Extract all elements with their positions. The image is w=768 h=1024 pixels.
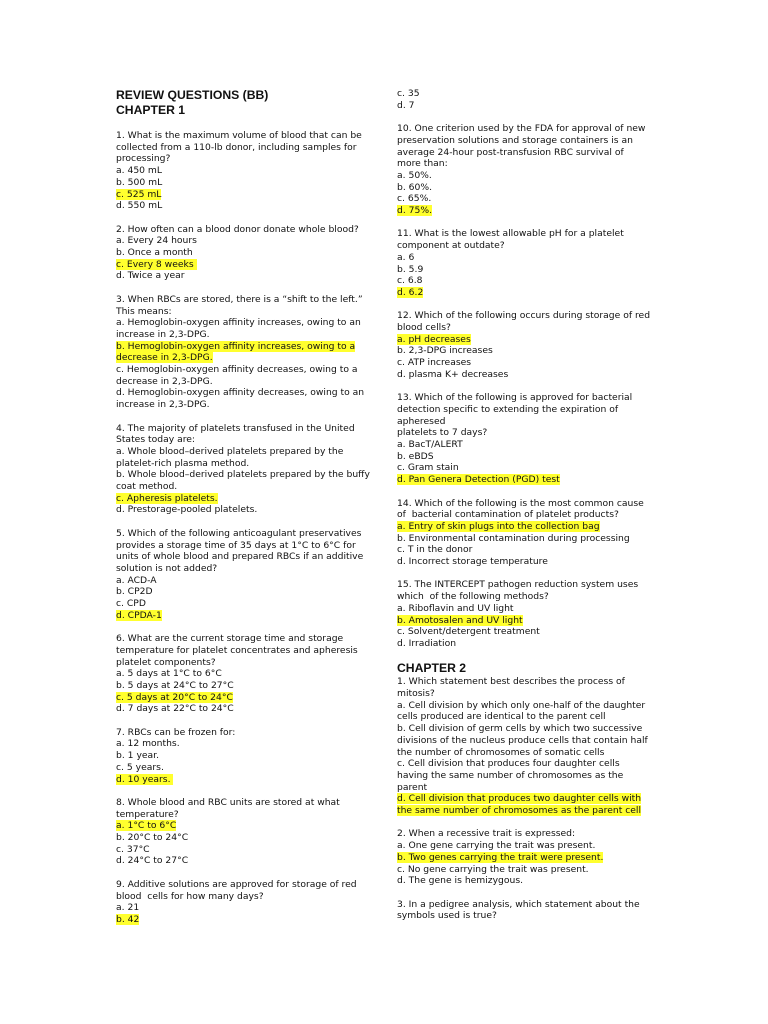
answer-option: a. Whole blood–derived platelets prepared by the bbox=[116, 445, 344, 457]
question-2 bbox=[116, 224, 378, 283]
chapter2-question-3 bbox=[397, 899, 659, 922]
question-text: This means: bbox=[116, 305, 172, 317]
answer-option-highlighted: d. 6.2 bbox=[397, 286, 424, 298]
question-text: 2. How often can a blood donor donate whole blood? bbox=[116, 223, 359, 235]
answer-option: a. Riboflavin and UV light bbox=[397, 602, 514, 614]
answer-option: a. 50%. bbox=[397, 169, 432, 181]
question-text: 13. Which of the following is approved for bacterial bbox=[397, 392, 633, 404]
question-text: 7. RBCs can be frozen for: bbox=[116, 726, 236, 738]
question-text: provides a storage time of 35 days at 1°C to 6°C for bbox=[116, 539, 356, 551]
answer-option: decrease in 2,3-DPG. bbox=[116, 375, 213, 387]
answer-option: b. 60%. bbox=[397, 181, 433, 193]
answer-option: a. Hemoglobin-oxygen affinity increases, owing to an bbox=[116, 317, 361, 329]
answer-option: c. T in the donor bbox=[397, 544, 473, 556]
answer-option: d. Irradiation bbox=[397, 637, 457, 649]
question-8 bbox=[116, 797, 378, 867]
answer-option: b. CP2D bbox=[116, 586, 153, 598]
question-text: of bacterial contamination of platelet products? bbox=[397, 509, 619, 521]
answer-option: a. 5 days at 1°C to 6°C bbox=[116, 668, 222, 680]
answer-option: b. 2,3-DPG increases bbox=[397, 345, 493, 357]
question-11 bbox=[397, 228, 659, 298]
answer-option: d. Prestorage-pooled platelets. bbox=[116, 504, 258, 516]
answer-option: c. Hemoglobin-oxygen affinity decreases, owing to a bbox=[116, 364, 358, 376]
answer-option: c. CPD bbox=[116, 598, 146, 610]
question-text: solution is not added? bbox=[116, 562, 218, 574]
question-text: units of whole blood and prepared RBCs if an additive bbox=[116, 551, 364, 563]
answer-option: d. plasma K+ decreases bbox=[397, 368, 509, 380]
answer-option-highlighted: d. CPDA-1 bbox=[116, 609, 162, 621]
answer-option: d. 24°C to 27°C bbox=[116, 855, 189, 867]
answer-option-highlighted: decrease in 2,3-DPG. bbox=[116, 352, 213, 364]
answer-option-highlighted: d. Cell division that produces two daughter cells with bbox=[397, 793, 642, 805]
left-column bbox=[116, 88, 378, 926]
answer-option: c. Solvent/detergent treatment bbox=[397, 626, 540, 638]
question-3 bbox=[116, 294, 378, 411]
question-text: processing? bbox=[116, 153, 171, 165]
answer-option: the number of chromosomes of somatic cells bbox=[397, 746, 605, 758]
question-text: collected from a 110-lb donor, including samples for bbox=[116, 141, 357, 153]
question-text: mitosis? bbox=[397, 688, 435, 700]
question-text: platelets to 7 days? bbox=[397, 427, 488, 439]
right-column bbox=[397, 88, 659, 922]
question-7 bbox=[116, 727, 378, 786]
answer-option-highlighted: b. Hemoglobin-oxygen affinity increases, owing to a bbox=[116, 340, 356, 352]
question-6 bbox=[116, 633, 378, 715]
answer-option-highlighted: c. Apheresis platelets. bbox=[116, 492, 218, 504]
answer-option-highlighted: a. 1°C to 6°C bbox=[116, 820, 177, 832]
question-text: 11. What is the lowest allowable pH for a platelet bbox=[397, 228, 624, 240]
answer-option-highlighted: d. 10 years. bbox=[116, 773, 174, 785]
answer-option-highlighted: d. Pan Genera Detection (PGD) test bbox=[397, 474, 560, 486]
question-text: detection specific to extending the expiration of bbox=[397, 403, 619, 415]
answer-option: a. Every 24 hours bbox=[116, 235, 197, 247]
question-text: temperature for platelet concentrates and apheresis bbox=[116, 644, 358, 656]
answer-option: parent bbox=[397, 781, 428, 793]
answer-option: c. Gram stain bbox=[397, 462, 459, 474]
answer-option: c. ATP increases bbox=[397, 357, 472, 369]
question-15 bbox=[397, 579, 659, 649]
question-text: 6. What are the current storage time and storage bbox=[116, 633, 344, 645]
answer-option: d. 7 bbox=[397, 99, 415, 111]
answer-option: d. 7 days at 22°C to 24°C bbox=[116, 703, 234, 715]
answer-option: a. 450 mL bbox=[116, 165, 162, 177]
answer-option: platelet-rich plasma method. bbox=[116, 457, 250, 469]
question-4 bbox=[116, 423, 378, 517]
question-text: average 24-hour post-transfusion RBC survival of bbox=[397, 146, 624, 158]
answer-option: a. One gene carrying the trait was present. bbox=[397, 840, 596, 852]
question-text: 15. The INTERCEPT pathogen reduction system uses bbox=[397, 579, 639, 591]
answer-option-highlighted: a. Entry of skin plugs into the collection bag bbox=[397, 520, 600, 532]
answer-option-highlighted: c. 5 days at 20°C to 24°C bbox=[116, 691, 233, 703]
answer-option: d. Hemoglobin-oxygen affinity decreases, owing to an bbox=[116, 387, 365, 399]
answer-option: divisions of the nucleus produce cells that contain half bbox=[397, 734, 648, 746]
question-text: 12. Which of the following occurs during storage of red bbox=[397, 310, 651, 322]
question-text: which of the following methods? bbox=[397, 591, 549, 603]
question-text: 3. When RBCs are stored, there is a “shift to the left.” bbox=[116, 293, 363, 305]
answer-option: having the same number of chromosomes as the bbox=[397, 769, 624, 781]
answer-option-highlighted: d. 75%. bbox=[397, 205, 433, 217]
question-text: temperature? bbox=[116, 808, 179, 820]
answer-option: b. 1 year. bbox=[116, 750, 160, 762]
answer-option: b. Environmental contamination during processing bbox=[397, 532, 630, 544]
chapter2-question-1 bbox=[397, 676, 659, 816]
question-text: 9. Additive solutions are approved for storage of red bbox=[116, 878, 357, 890]
answer-option: b. 500 mL bbox=[116, 176, 163, 188]
question-text: more than: bbox=[397, 158, 448, 170]
question-text: 1. What is the maximum volume of blood that can be bbox=[116, 130, 362, 141]
answer-option: a. ACD-A bbox=[116, 574, 157, 586]
answer-option: c. 37°C bbox=[116, 843, 150, 855]
answer-option-highlighted: b. Two genes carrying the trait were present. bbox=[397, 851, 604, 863]
answer-option: c. 35 bbox=[397, 88, 420, 99]
chapter2-question-2 bbox=[397, 828, 659, 887]
answer-option-highlighted: b. Amotosalen and UV light bbox=[397, 614, 523, 626]
question-text: 3. In a pedigree analysis, which statement about the bbox=[397, 898, 640, 910]
answer-option: c. No gene carrying the trait was present. bbox=[397, 863, 589, 875]
question-text: 14. Which of the following is the most common cause bbox=[397, 497, 644, 509]
answer-option-highlighted: a. pH decreases bbox=[397, 333, 471, 345]
chapter-2-heading: CHAPTER 2 bbox=[397, 661, 467, 676]
answer-option-highlighted: c. Every 8 weeks bbox=[116, 258, 197, 270]
question-text: 5. Which of the following anticoagulant preservatives bbox=[116, 527, 362, 539]
answer-option: cells produced are identical to the parent cell bbox=[397, 711, 606, 723]
answer-option: a. BacT/ALERT bbox=[397, 439, 463, 451]
question-13 bbox=[397, 392, 659, 486]
answer-option: b. 20°C to 24°C bbox=[116, 832, 189, 844]
answer-option-highlighted: c. 525 mL bbox=[116, 188, 162, 200]
answer-option: c. 65%. bbox=[397, 193, 432, 205]
answer-option: a. 21 bbox=[116, 902, 140, 914]
question-text: blood cells for how many days? bbox=[116, 890, 264, 902]
answer-option: a. 12 months. bbox=[116, 738, 180, 750]
answer-option-highlighted: the same number of chromosomes as the parent cell bbox=[397, 805, 642, 817]
answer-option: c. Cell division that produces four daughter cells bbox=[397, 758, 620, 770]
answer-option: b. 5.9 bbox=[397, 263, 424, 275]
question-12 bbox=[397, 310, 659, 380]
answer-option: d. 550 mL bbox=[116, 200, 163, 212]
question-10 bbox=[397, 123, 659, 217]
question-14 bbox=[397, 498, 659, 568]
answer-option: b. 5 days at 24°C to 27°C bbox=[116, 679, 234, 691]
answer-option: b. Cell division of germ cells by which two successive bbox=[397, 723, 643, 735]
question-text: States today are: bbox=[116, 434, 196, 446]
answer-option: b. eBDS bbox=[397, 450, 434, 462]
chapter-1-heading: CHAPTER 1 bbox=[116, 103, 186, 117]
question-text: preservation solutions and storage containers is an bbox=[397, 134, 633, 146]
answer-option: increase in 2,3-DPG. bbox=[116, 328, 210, 340]
question-text: apheresed bbox=[397, 415, 446, 427]
question-text: platelet components? bbox=[116, 656, 216, 668]
answer-option: a. Cell division by which only one-half of the daughter bbox=[397, 699, 646, 711]
answer-option: b. Once a month bbox=[116, 247, 193, 259]
answer-option: c. 5 years. bbox=[116, 761, 164, 773]
answer-option: coat method. bbox=[116, 481, 178, 493]
answer-option: increase in 2,3-DPG. bbox=[116, 399, 210, 411]
question-text: 8. Whole blood and RBC units are stored at what bbox=[116, 796, 340, 808]
answer-option-highlighted: b. 42 bbox=[116, 913, 140, 925]
answer-option: d. Twice a year bbox=[116, 270, 185, 282]
question-text: blood cells? bbox=[397, 322, 451, 334]
answer-option: d. The gene is hemizygous. bbox=[397, 875, 524, 887]
question-text: 10. One criterion used by the FDA for approval of new bbox=[397, 123, 646, 135]
question-5 bbox=[116, 528, 378, 622]
question-text: 2. When a recessive trait is expressed: bbox=[397, 828, 576, 840]
answer-option: a. 6 bbox=[397, 251, 415, 263]
answer-option: c. 6.8 bbox=[397, 275, 423, 287]
question-text: 1. Which statement best describes the process of bbox=[397, 676, 625, 688]
answer-option: d. Incorrect storage temperature bbox=[397, 556, 548, 568]
document-title: REVIEW QUESTIONS (BB) bbox=[116, 88, 269, 102]
question-9 bbox=[116, 879, 378, 926]
question-9-continued bbox=[397, 88, 659, 111]
question-text: 4. The majority of platelets transfused in the United bbox=[116, 422, 355, 434]
question-text: component at outdate? bbox=[397, 240, 505, 252]
question-1 bbox=[116, 130, 378, 212]
question-text: symbols used is true? bbox=[397, 910, 497, 922]
answer-option: b. Whole blood–derived platelets prepared by the buffy bbox=[116, 469, 370, 481]
